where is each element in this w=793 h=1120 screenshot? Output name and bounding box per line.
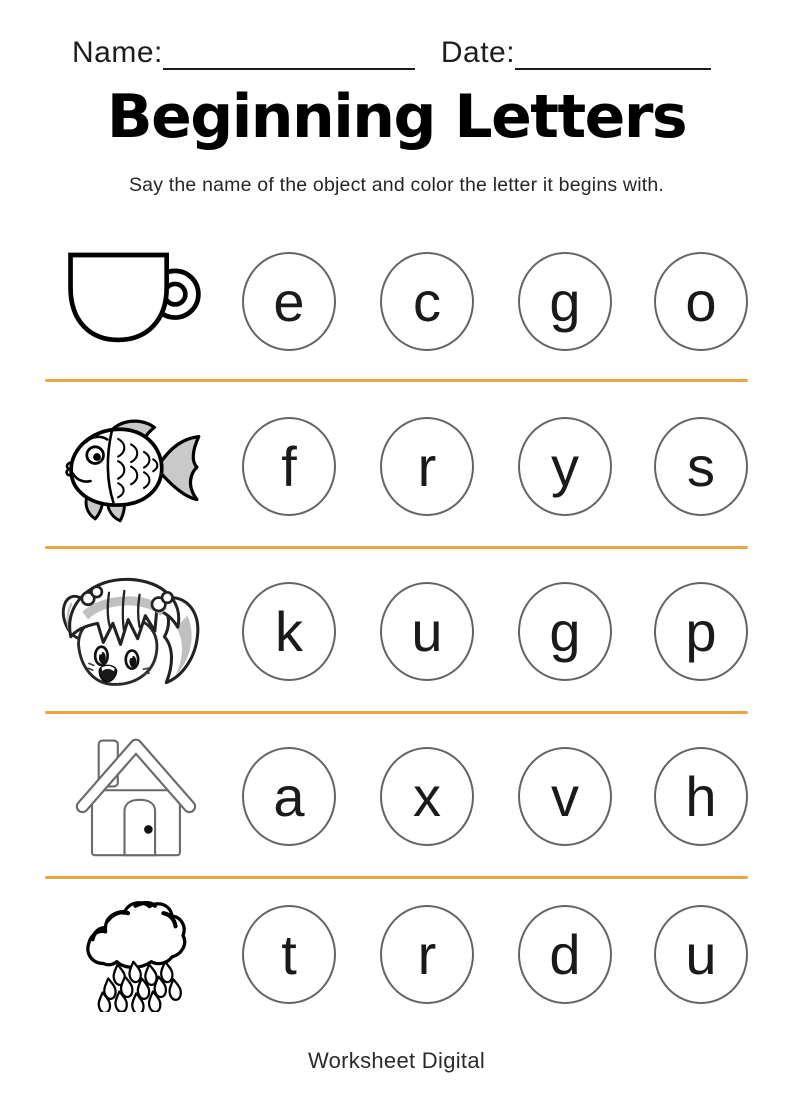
letter-circle[interactable]: k [242,582,336,681]
date-label: Date: [440,36,516,69]
name-write-line[interactable] [163,38,415,70]
footer-credit: Worksheet Digital [307,1048,486,1073]
letter-circle[interactable]: f [242,417,336,516]
letter-circle[interactable]: g [518,252,612,351]
letter-circle[interactable]: r [380,417,474,516]
row-divider [45,876,748,879]
row-divider [45,379,748,382]
instruction-text: Say the name of the object and color the letter it begins with. [128,174,665,196]
letter-circle[interactable]: a [242,747,336,846]
letter-circle[interactable]: o [654,252,748,351]
cup-image [64,250,204,344]
letter-circle[interactable]: g [518,582,612,681]
letter-circle[interactable]: h [654,747,748,846]
letter-circle[interactable]: p [654,582,748,681]
letter-circle[interactable]: r [380,905,474,1004]
letter-circle[interactable]: c [380,252,474,351]
rain-cloud-image [80,889,190,1012]
row-divider [45,546,748,549]
house-image [72,731,198,860]
letter-circle[interactable]: u [380,582,474,681]
name-label: Name: [72,36,163,69]
page-title: Beginning Letters [106,82,687,152]
letter-circle[interactable]: v [518,747,612,846]
letter-circle[interactable]: d [518,905,612,1004]
letter-circle[interactable]: y [518,417,612,516]
girl-image [56,568,206,694]
header [72,36,734,70]
row-divider [45,711,748,714]
fish-image [60,413,208,525]
date-write-line[interactable] [515,38,711,70]
letter-circle[interactable]: u [654,905,748,1004]
letter-circle[interactable]: s [654,417,748,516]
letter-circle[interactable]: x [380,747,474,846]
letter-circle[interactable]: e [242,252,336,351]
letter-circle[interactable]: t [242,905,336,1004]
